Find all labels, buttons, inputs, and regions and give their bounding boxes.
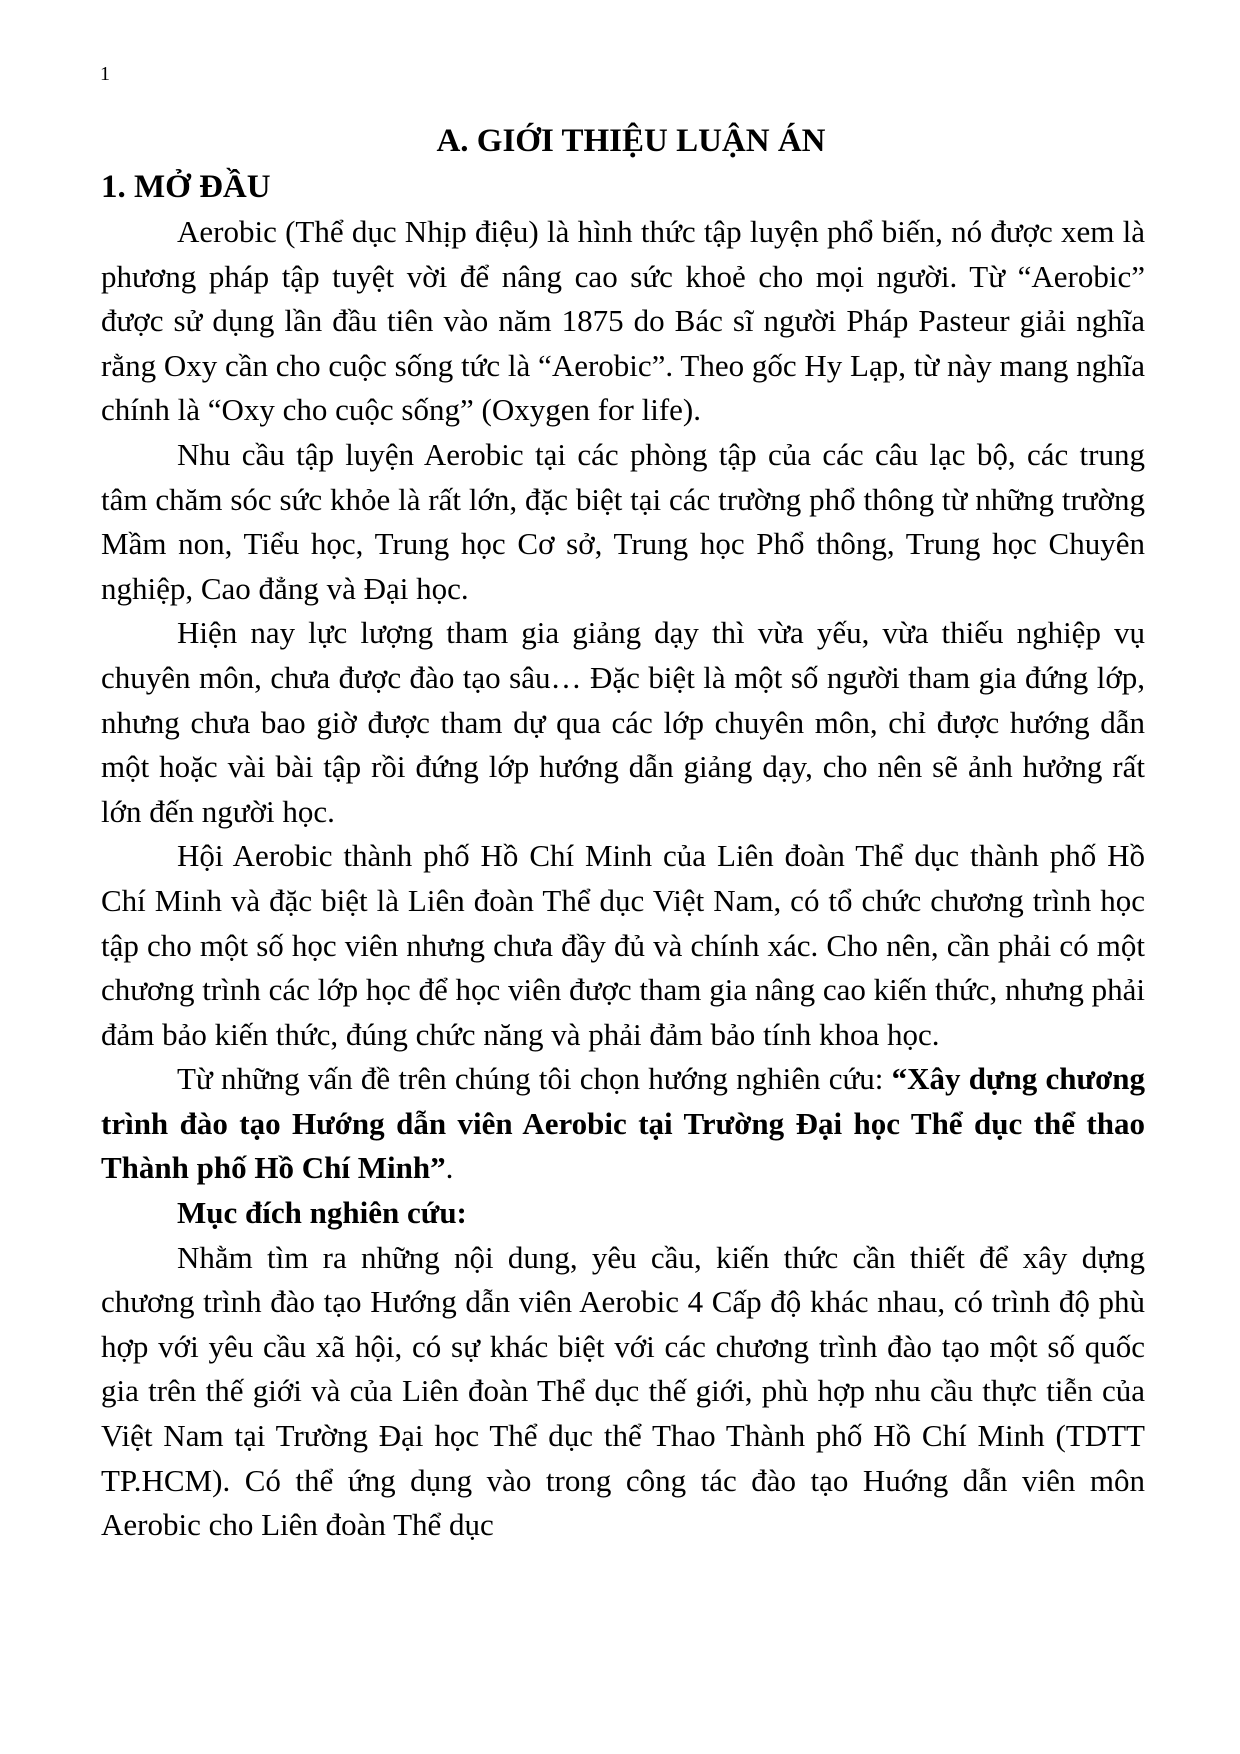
page-number: 1 <box>100 63 110 85</box>
paragraph-instructor-shortage: Hiện nay lực lượng tham gia giảng dạy thì vừa yếu, vừa thiếu nghiệp vụ chuyên môn, chưa được đào tạo sâu… Đặc biệt là một số người tham gia đứng lớp, nhưng chưa bao giờ được tham dự qua các lớp chuyên môn, chỉ được hướng dẫn một hoặc vài bài tập rồi đứng lớp hướng dẫn giảng dạy, cho nên sẽ ảnh hưởng rất lớn đến người học. <box>101 615 1145 829</box>
research-topic-title: “Xây dựng chương trình đào tạo Hướng dẫn viên Aerobic tại Trường Đại học Thể dục thể thao Thành phố Hồ Chí Minh” <box>101 1061 1145 1186</box>
document-body <box>101 118 1145 1548</box>
paragraph-research-purpose: Nhằm tìm ra những nội dung, yêu cầu, kiến thức cần thiết để xây dựng chương trình đào tạo Hướng dẫn viên Aerobic 4 Cấp độ khác nhau, có trình độ phù hợp với yêu cầu xã hội, có sự khác biệt với các chương trình đào tạo một số quốc gia trên thế giới và của Liên đoàn Thể dục thế giới, phù hợp nhu cầu thực tiễn của Việt Nam tại Trường Đại học Thể dục thể Thao Thành phố Hồ Chí Minh (TDTT TP.HCM). Có thể ứng dụng vào trong công tác đào tạo Huớng dẫn viên môn Aerobic cho Liên đoàn Thể dục <box>101 1239 1145 1543</box>
topic-end-punctuation: . <box>445 1150 454 1186</box>
paragraph-aerobic-association: Hội Aerobic thành phố Hồ Chí Minh của Liên đoàn Thể dục thành phố Hồ Chí Minh và đặc biệt là Liên đoàn Thể dục Việt Nam, có tổ chức chương trình học tập cho một số học viên nhưng chưa đầy đủ và chính xác. Cho nên, cần phải có một chương trình các lớp học để học viên được tham gia nâng cao kiến thức, nhưng phải đảm bảo kiến thức, đúng chức năng và phải đảm bảo tính khoa học. <box>101 838 1145 1052</box>
section-heading: 1. MỞ ĐẦU <box>101 169 271 205</box>
topic-lead-text: Từ những vấn đề trên chúng tôi chọn hướng nghiên cứu: <box>177 1061 892 1097</box>
purpose-heading: Mục đích nghiên cứu: <box>177 1195 467 1231</box>
paragraph-research-topic <box>101 1057 1145 1191</box>
document-title: A. GIỚI THIỆU LUẬN ÁN <box>436 123 826 159</box>
paragraph-aerobic-definition: Aerobic (Thể dục Nhịp điệu) là hình thức tập luyện phổ biến, nó được xem là phương pháp tập tuyệt vời để nâng cao sức khoẻ cho mọi người. Từ “Aerobic” được sử dụng lần đầu tiên vào năm 1875 do Bác sĩ người Pháp Pasteur giải nghĩa rằng Oxy cần cho cuộc sống tức là “Aerobic”. Theo gốc Hy Lạp, từ này mang nghĩa chính là “Oxy cho cuộc sống” (Oxygen for life). <box>101 214 1145 428</box>
paragraph-training-demand: Nhu cầu tập luyện Aerobic tại các phòng tập của các câu lạc bộ, các trung tâm chăm sóc sức khỏe là rất lớn, đặc biệt tại các trường phổ thông từ những trường Mầm non, Tiểu học, Trung học Cơ sở, Trung học Phổ thông, Trung học Chuyên nghiệp, Cao đẳng và Đại học. <box>101 436 1145 606</box>
